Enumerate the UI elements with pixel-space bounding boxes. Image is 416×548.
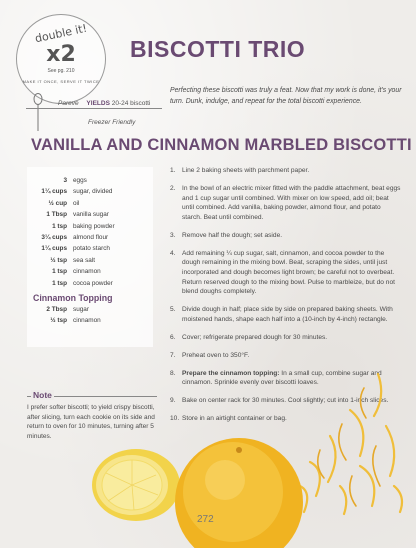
step-text: Store in an airtight container or bag. xyxy=(182,415,287,423)
freezer-friendly-label: Freezer Friendly xyxy=(88,119,136,126)
ingredient-item: cinnamon xyxy=(73,268,101,276)
ingredient-item: oil xyxy=(73,199,80,207)
spoon-icon xyxy=(32,93,44,133)
badge-top-text: double it! xyxy=(33,21,89,46)
step-text: Line 2 baking sheets with parchment paper. xyxy=(182,167,310,174)
yields-value: 20-24 biscotti xyxy=(111,100,151,107)
ingredient-qty: 1 tsp xyxy=(52,279,67,287)
ingredient-row xyxy=(27,266,153,277)
step-item xyxy=(170,231,402,241)
pareve-label: Pareve xyxy=(58,100,79,107)
note-box xyxy=(27,390,157,441)
step-text: Remove half the dough; set aside. xyxy=(182,231,283,239)
step-text: Add remaining ¼ cup sugar, salt, cinnamon, and cocoa powder to the dough remaining in the mixing bowl. Beat, scraping the sides, until just incorporated and dough becomes light brown; be careful not to overbeat. Return reserved dough to the mixing bowl. Pulse to marbleize, but do not blend doughs completely. xyxy=(182,249,395,296)
ingredient-row xyxy=(27,186,153,197)
step-number: 9. xyxy=(170,397,176,405)
step-number: 3. xyxy=(170,231,176,239)
step-number: 10. xyxy=(170,415,180,423)
ingredient-qty: 1 tsp xyxy=(52,268,67,276)
ingredient-row xyxy=(27,304,153,315)
ingredient-row xyxy=(27,221,153,232)
page-title: BISCOTTI TRIO xyxy=(130,36,306,62)
topping-section-title: Cinnamon Topping xyxy=(33,293,113,304)
ingredient-row xyxy=(27,232,153,243)
ingredient-item: vanilla sugar xyxy=(73,211,109,219)
ingredient-item: potato starch xyxy=(73,245,110,253)
ingredient-qty: ½ tsp xyxy=(50,256,67,264)
step-number: 2. xyxy=(170,184,176,192)
step-number: 5. xyxy=(170,306,176,314)
orange-image xyxy=(173,436,309,548)
ingredient-row xyxy=(27,175,153,186)
ingredient-item: cocoa powder xyxy=(73,279,113,287)
step-item xyxy=(170,351,402,361)
yield-divider xyxy=(26,108,162,109)
page-number: 272 xyxy=(197,514,214,525)
ingredient-row xyxy=(27,315,153,326)
step-text: Bake on center rack for 30 minutes. Cool slightly; cut into 1-inch slices. xyxy=(182,397,389,405)
ingredients-panel xyxy=(27,167,153,347)
yields-label: YIELDS xyxy=(86,100,110,107)
double-it-badge xyxy=(16,14,106,104)
step-text: Divide dough in half; place side by side on prepared baking sheets. With moistened hands, shape each half into a (10-inch by 4-inch) rectangle. xyxy=(182,306,393,323)
ingredient-row xyxy=(27,255,153,266)
step-number: 8. xyxy=(170,369,176,377)
ingredient-qty: ½ tsp xyxy=(50,317,67,325)
step-number: 4. xyxy=(170,249,176,257)
ingredient-qty: 1¼ cups xyxy=(41,188,67,196)
ingredient-item: almond flour xyxy=(73,234,109,242)
badge-x2-text: x2 xyxy=(46,42,76,67)
step-text: In the bowl of an electric mixer fitted with the paddle attachment, beat eggs and 1 cup sugar until combined. With mixer on low speed, add oil; beat until combined. Add vanilla, baking powder, almond flour, and potato starch. Beat until combined. xyxy=(182,184,401,221)
step-item xyxy=(170,249,402,297)
step-item xyxy=(170,184,402,222)
step-item xyxy=(170,166,402,176)
recipe-title: VANILLA AND CINNAMON MARBLED BISCOTTI xyxy=(31,136,412,154)
ingredient-item: sugar, divided xyxy=(73,188,113,196)
badge-arc-text: MAKE IT ONCE, SERVE IT TWICE xyxy=(22,79,100,84)
lemon-half-image xyxy=(90,445,182,523)
ingredient-item: sugar xyxy=(73,306,89,314)
step-text: Cover; refrigerate prepared dough for 30 minutes. xyxy=(182,333,328,341)
ingredient-item: baking powder xyxy=(73,222,115,230)
badge-see-text: See pg. 210 xyxy=(47,68,75,74)
intro-text: Perfecting these biscotti was truly a feat. Now that my work is done, it's your turn. Dunk, indulge, and repeat for the total biscotti experience. xyxy=(170,87,402,105)
ingredient-qty: 3¼ cups xyxy=(41,234,67,242)
step-number: 6. xyxy=(170,333,176,341)
ingredient-qty: 1 Tbsp xyxy=(46,211,67,219)
ingredient-item: cinnamon xyxy=(73,317,101,325)
step-text: Preheat oven to 350°F. xyxy=(182,351,250,359)
ingredient-qty: ½ cup xyxy=(48,199,67,207)
step-number: 1. xyxy=(170,167,176,174)
ingredient-qty: 1 tsp xyxy=(52,222,67,230)
ingredient-row xyxy=(27,278,153,289)
ingredient-item: sea salt xyxy=(73,256,96,264)
ingredient-row xyxy=(27,198,153,209)
yield-row xyxy=(58,100,150,107)
step-item xyxy=(170,333,402,343)
ingredient-row xyxy=(27,209,153,220)
step-number: 7. xyxy=(170,351,176,359)
ingredient-qty: 2 Tbsp xyxy=(46,306,67,314)
step-lead: Prepare the cinnamon topping: xyxy=(182,369,280,377)
ingredient-row xyxy=(27,243,153,254)
ingredient-qty: 1¼ cups xyxy=(41,245,67,253)
ingredient-item: eggs xyxy=(73,177,87,184)
ingredient-qty: 3 xyxy=(63,177,67,184)
note-text: I prefer softer biscotti; to yield crispy biscotti, after slicing, turn each cookie on its side and return to oven for 10 minutes, turning after 5 minutes. xyxy=(27,404,155,440)
step-text: In a small cup, combine sugar and cinnamon. Sprinkle evenly over biscotti loaves. xyxy=(182,369,382,387)
step-item xyxy=(170,305,402,324)
note-title: Note xyxy=(33,390,52,400)
